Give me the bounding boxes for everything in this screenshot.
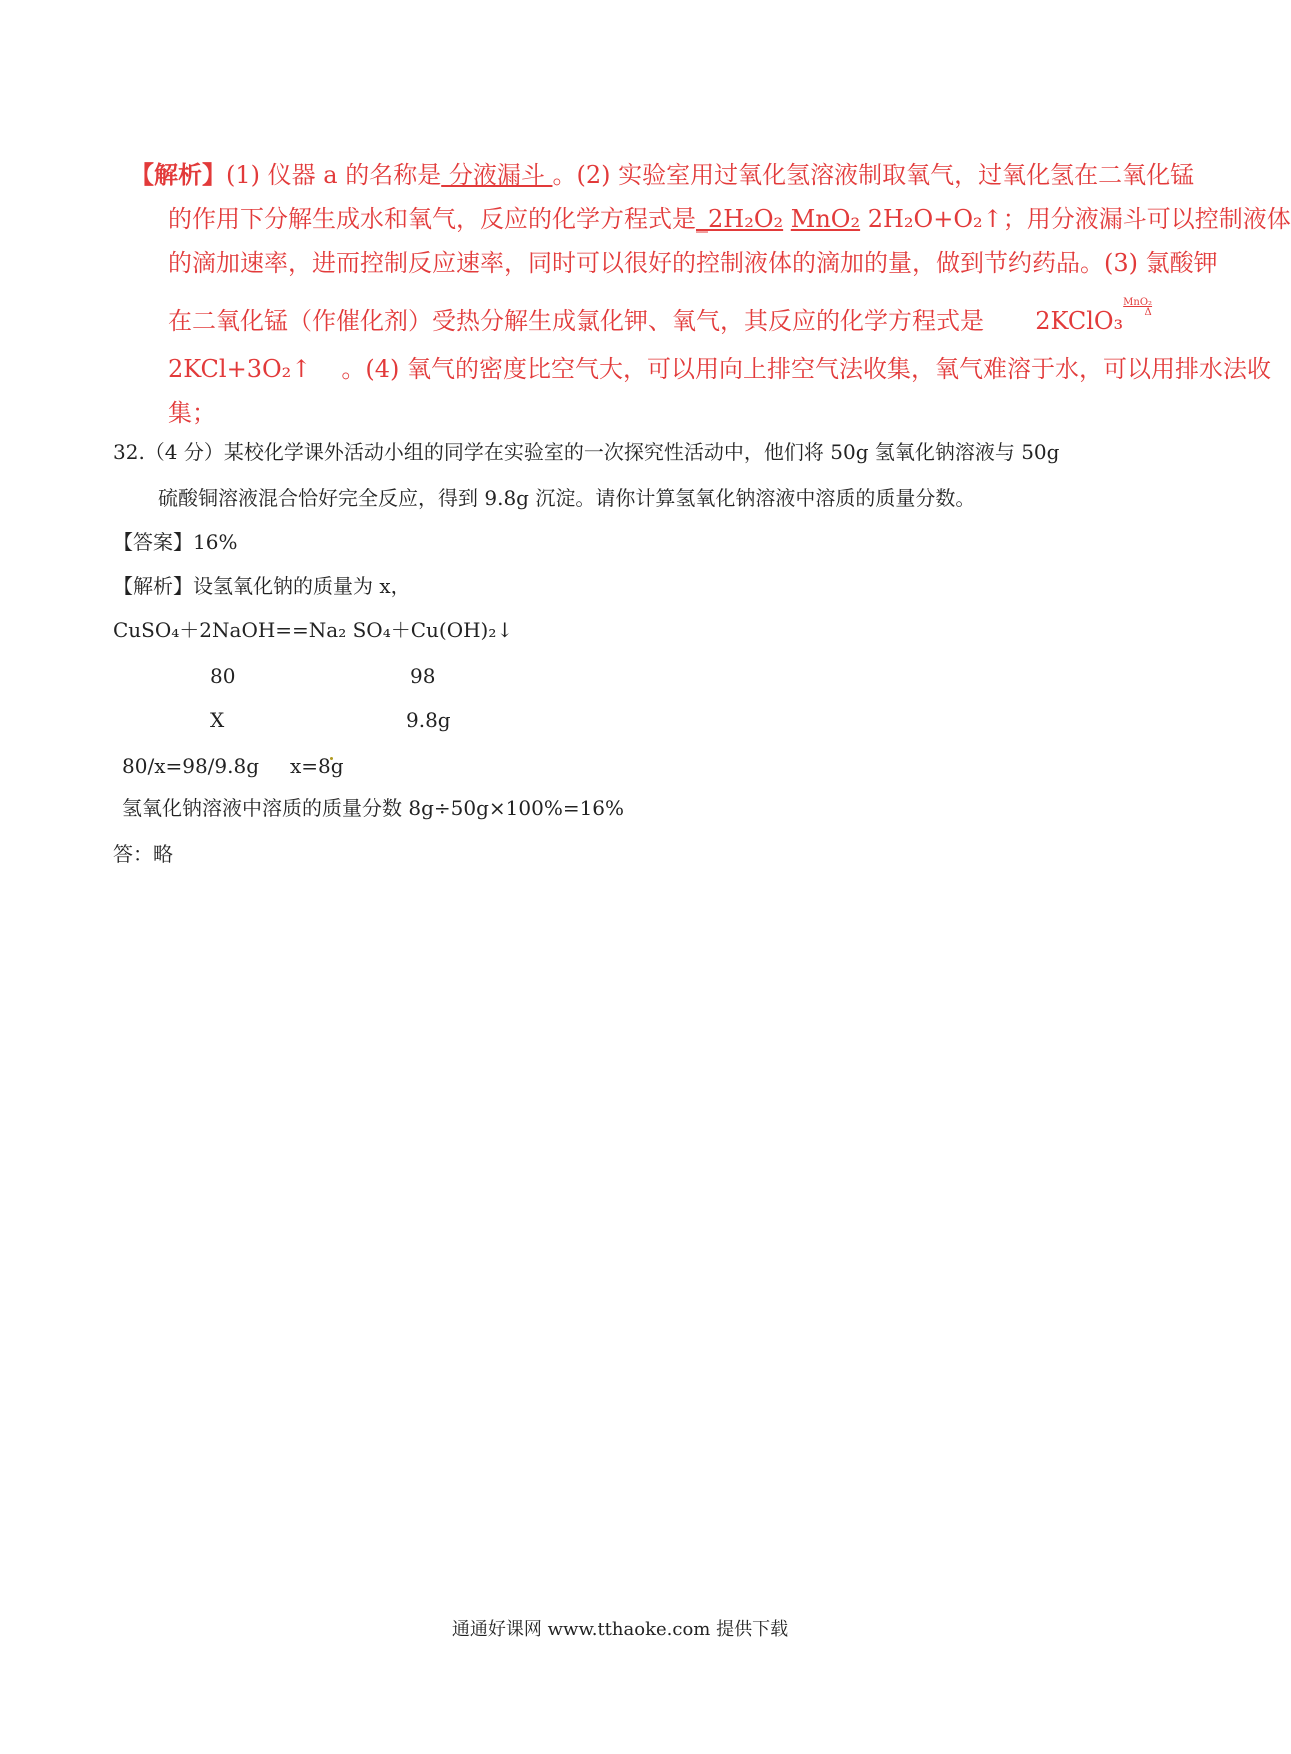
page-footer: 通通好课网 www.tthaoke.com 提供下载: [451, 1619, 789, 1640]
formula-product: 2KCl+3O₂↑: [168, 355, 312, 383]
analysis-line-4: [168, 297, 1173, 336]
x-result: x=8g: [290, 754, 344, 778]
text-span: 的作用下分解生成水和氧气，反应的化学方程式是: [168, 205, 696, 233]
analysis-line-6: 集；: [168, 399, 216, 427]
question-line-1: 32.（4 分）某校化学课外活动小组的同学在实验室的一次探究性活动中，他们将 50g 氢氧化钠溶液与 50g: [113, 440, 1060, 464]
analysis-line-3: 的滴加速率，进而控制反应速率，同时可以很好的控制液体的滴加的量，做到节约药品。(3) 氯酸钾: [168, 249, 1218, 277]
heat-symbol: Δ: [1144, 307, 1152, 318]
text-span: 。(2) 实验室用过氧化氢溶液制取氧气，过氧化氢在二氧化锰: [552, 161, 1195, 189]
unknown-mass: X: [210, 708, 225, 732]
condition-over-arrow: [1123, 297, 1173, 318]
precipitate-mass: 9.8g: [406, 708, 451, 732]
question-line-2: 硫酸铜溶液混合恰好完全反应，得到 9.8g 沉淀。请你计算氢氧化钠溶液中溶质的质量分数。: [158, 486, 976, 510]
analysis-line-2: [168, 204, 1291, 234]
analysis-tag: 【解析】: [130, 160, 226, 189]
text-span: 。(4) 氧气的密度比空气大，可以用向上排空气法收集，氧气难溶于水，可以用排水法收: [341, 355, 1272, 383]
analysis-intro: 【解析】设氢氧化钠的质量为 x，: [113, 574, 411, 598]
text-span: ；用分液漏斗可以控制液体: [1002, 205, 1291, 233]
formula-product: 2H₂O+O₂↑: [867, 205, 1003, 233]
answer-line: 【答案】16%: [113, 530, 238, 554]
text-span: 在二氧化锰（作催化剂）受热分解生成氯化钾、氧气，其反应的化学方程式是: [168, 307, 984, 335]
formula-reactant: _2H₂O₂: [696, 205, 784, 233]
catalyst-label: MnO₂: [1123, 297, 1153, 308]
molar-mass-cuoh2: 98: [410, 664, 436, 688]
reaction-equation: CuSO₄＋2NaOH==Na₂ SO₄＋Cu(OH)₂↓: [113, 618, 514, 642]
molar-mass-naoh: 80: [210, 664, 236, 688]
text-span: (1) 仪器 a 的名称是: [226, 161, 442, 189]
conclusion-line: 答：略: [113, 842, 173, 866]
analysis-line-5: [168, 354, 1271, 384]
formula-reactant: 2KClO₃: [1035, 307, 1124, 335]
mass-fraction-line: 氢氧化钠溶液中溶质的质量分数 8g÷50g×100%=16%: [122, 796, 625, 820]
ratio-equation: 80/x=98/9.8g: [122, 754, 260, 778]
analysis-line-1: [130, 160, 1194, 190]
answer-blank: 分液漏斗: [441, 161, 553, 189]
catalyst-label: MnO₂: [790, 205, 861, 233]
